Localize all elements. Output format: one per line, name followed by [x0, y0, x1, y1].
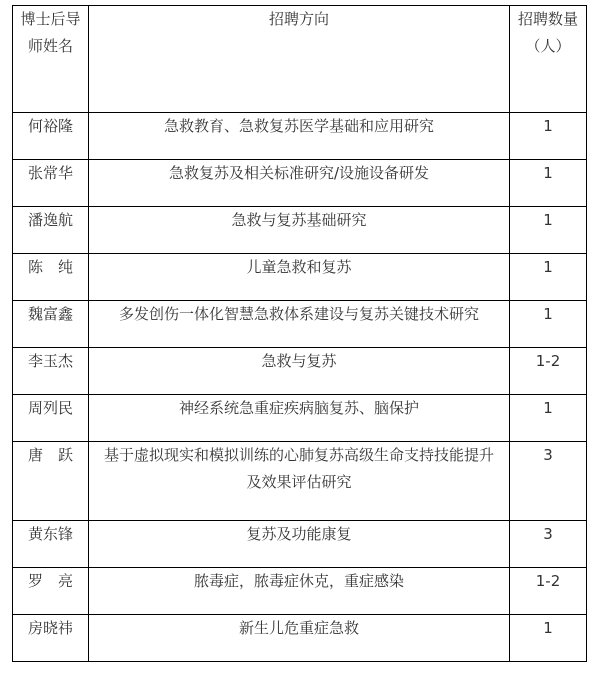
recruit-count: 3 [510, 521, 587, 568]
research-direction: 急救教育、急救复苏医学基础和应用研究 [89, 113, 510, 160]
table-row [13, 160, 587, 207]
research-direction: 儿童急救和复苏 [89, 254, 510, 301]
table-header-row [13, 6, 587, 113]
table-row [13, 521, 587, 568]
research-direction: 复苏及功能康复 [89, 521, 510, 568]
research-direction: 新生儿危重症急救 [89, 615, 510, 662]
supervisor-name: 唐 跃 [13, 442, 89, 521]
table-row [13, 395, 587, 442]
recruit-count: 1 [510, 113, 587, 160]
supervisor-name: 潘逸航 [13, 207, 89, 254]
supervisor-name: 张常华 [13, 160, 89, 207]
recruitment-table [12, 5, 587, 662]
recruit-count: 1-2 [510, 568, 587, 615]
research-direction: 脓毒症，脓毒症休克，重症感染 [89, 568, 510, 615]
research-direction: 急救与复苏 [89, 348, 510, 395]
recruit-count: 1 [510, 207, 587, 254]
supervisor-name: 黄东锋 [13, 521, 89, 568]
supervisor-name: 魏富鑫 [13, 301, 89, 348]
supervisor-name: 周列民 [13, 395, 89, 442]
recruit-count: 3 [510, 442, 587, 521]
recruit-count: 1 [510, 301, 587, 348]
supervisor-name: 陈 纯 [13, 254, 89, 301]
research-direction: 急救复苏及相关标准研究/设施设备研发 [89, 160, 510, 207]
research-direction: 多发创伤一体化智慧急救体系建设与复苏关键技术研究 [89, 301, 510, 348]
table-row [13, 113, 587, 160]
recruit-count: 1 [510, 160, 587, 207]
table-row [13, 348, 587, 395]
header-count: 招聘数量（人） [510, 6, 587, 113]
recruit-count: 1 [510, 254, 587, 301]
recruit-count: 1 [510, 395, 587, 442]
supervisor-name: 房晓祎 [13, 615, 89, 662]
supervisor-name: 罗 亮 [13, 568, 89, 615]
table-row [13, 442, 587, 521]
table-row [13, 254, 587, 301]
research-direction: 神经系统急重症疾病脑复苏、脑保护 [89, 395, 510, 442]
supervisor-name: 李玉杰 [13, 348, 89, 395]
table-row [13, 301, 587, 348]
supervisor-name: 何裕隆 [13, 113, 89, 160]
research-direction: 基于虚拟现实和模拟训练的心肺复苏高级生命支持技能提升及效果评估研究 [89, 442, 510, 521]
table-row [13, 207, 587, 254]
table-row [13, 615, 587, 662]
table-row [13, 568, 587, 615]
recruit-count: 1-2 [510, 348, 587, 395]
header-direction: 招聘方向 [89, 6, 510, 113]
recruit-count: 1 [510, 615, 587, 662]
header-supervisor: 博士后导师姓名 [13, 6, 89, 113]
research-direction: 急救与复苏基础研究 [89, 207, 510, 254]
